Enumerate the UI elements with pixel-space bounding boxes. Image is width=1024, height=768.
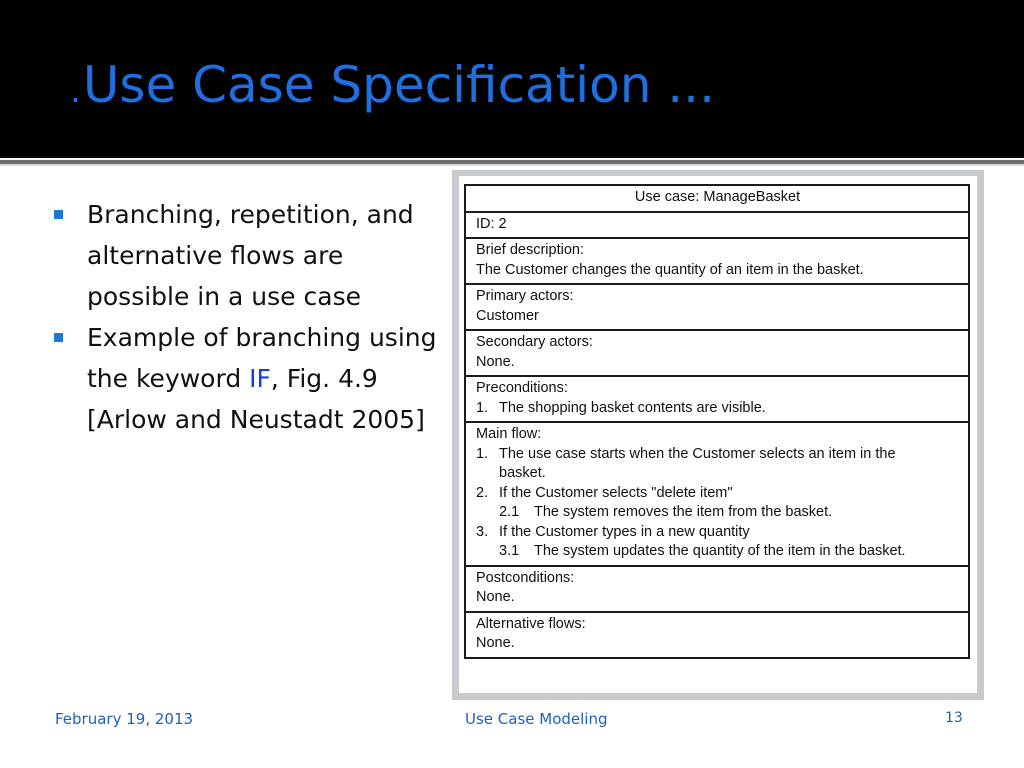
main-flow-substep-2-1: [476, 503, 959, 523]
title-text: Use Case Specification ...: [82, 56, 715, 114]
precondition-number: 1.: [476, 399, 489, 416]
use-case-table: [464, 184, 970, 659]
bullet-text-2: [87, 323, 437, 434]
secondary-actors-text: None.: [476, 353, 515, 370]
postconditions-label: Postconditions:: [476, 569, 575, 586]
brief-description-text: The Customer changes the quantity of an item in the basket.: [476, 261, 864, 278]
step-text: If the Customer types in a new quantity: [499, 523, 750, 540]
substep-number: 3.1: [499, 543, 520, 559]
secondary-actors-label: Secondary actors:: [476, 334, 593, 350]
table-row: [465, 212, 969, 239]
slide-title: [70, 56, 715, 114]
main-flow-substep-3-1: [476, 542, 959, 562]
square-bullet-icon: [54, 210, 63, 219]
postconditions-cell: [465, 566, 969, 612]
footer-date: February 19, 2013: [55, 710, 194, 728]
brief-description-cell: [465, 238, 969, 284]
main-flow-step-3: [476, 523, 959, 543]
alternative-flows-text: None.: [476, 635, 515, 651]
table-row: [465, 566, 969, 612]
table-row: [465, 422, 969, 566]
table-row: [465, 612, 969, 658]
bullet-item-2: [52, 317, 437, 440]
main-flow-cell: [465, 422, 969, 566]
main-flow-step-2: [476, 484, 959, 504]
primary-actors-text: Customer: [476, 307, 539, 324]
footer-title: Use Case Modeling: [465, 710, 608, 728]
step-number: 1.: [476, 445, 489, 462]
table-row: [465, 284, 969, 330]
page-number: 13: [945, 710, 963, 726]
primary-actors-cell: [465, 284, 969, 330]
alternative-flows-cell: [465, 612, 969, 658]
bullet-list: [52, 194, 437, 440]
use-case-title: Use case: ManageBasket: [465, 185, 969, 212]
secondary-actors-cell: [465, 330, 969, 376]
title-dot: .: [70, 71, 81, 111]
primary-actors-label: Primary actors:: [476, 288, 574, 304]
step-number: 3.: [476, 523, 489, 540]
brief-description-label: Brief description:: [476, 242, 584, 258]
title-divider-highlight: [0, 164, 1024, 166]
step-text: If the Customer selects "delete item": [499, 484, 733, 501]
use-case-id: ID: 2: [465, 212, 969, 239]
table-row: [465, 185, 969, 212]
bullet-item-1: [52, 194, 437, 317]
substep-text: The system removes the item from the basket.: [534, 504, 833, 520]
step-text: The use case starts when the Customer selects an item in the: [499, 445, 896, 462]
alternative-flows-label: Alternative flows:: [476, 615, 586, 632]
precondition-step: [476, 399, 959, 419]
bullet-text-2-pre: Example of branching using the keyword: [87, 323, 437, 393]
bullet-text-2-post: , Fig. 4.9 [Arlow and Neustadt 2005]: [87, 364, 425, 434]
table-row: [465, 238, 969, 284]
substep-number: 2.1: [499, 504, 520, 520]
step-number: 2.: [476, 484, 489, 501]
bullet-text-1: Branching, repetition, and alternative flows are possible in a use case: [87, 200, 414, 311]
table-row: [465, 376, 969, 422]
preconditions-cell: [465, 376, 969, 422]
main-flow-label: Main flow:: [476, 426, 542, 442]
main-flow-step-1: [476, 445, 959, 465]
precondition-text: The shopping basket contents are visible.: [499, 399, 766, 416]
main-flow-step-1-continuation: basket.: [499, 465, 546, 481]
preconditions-label: Preconditions:: [476, 380, 568, 396]
keyword-if: IF: [249, 364, 271, 393]
square-bullet-icon: [54, 333, 63, 342]
postconditions-text: None.: [476, 589, 515, 605]
substep-text: The system updates the quantity of the item in the basket.: [534, 543, 906, 559]
table-row: [465, 330, 969, 376]
